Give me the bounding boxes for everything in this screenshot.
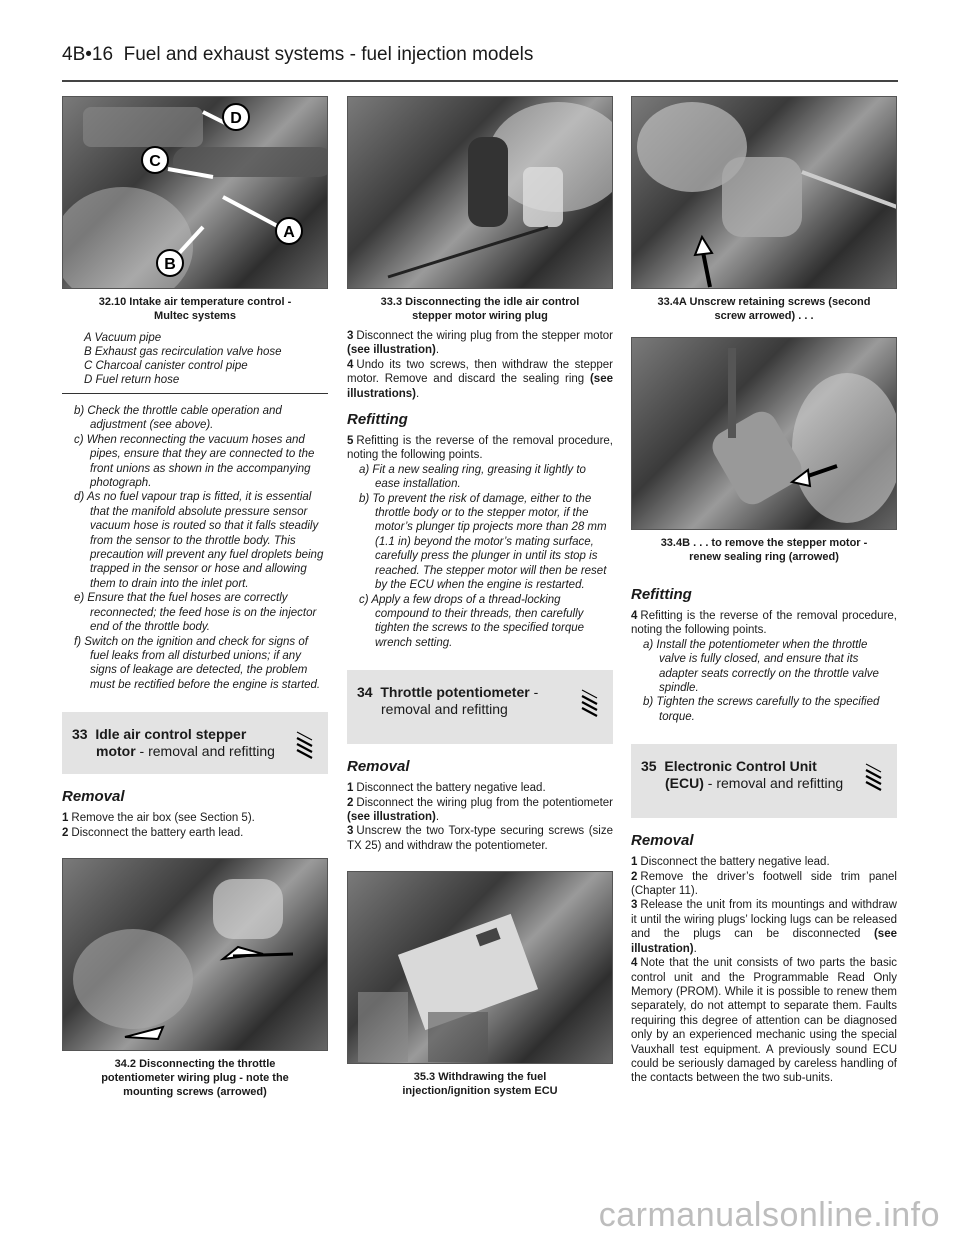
photo-retaining-screws — [631, 96, 897, 289]
page-code: 4B•16 — [62, 44, 114, 65]
section-number: 33 — [72, 726, 88, 743]
column-1 — [62, 96, 328, 1099]
figure-legend — [84, 331, 328, 387]
figure-caption — [62, 1057, 328, 1099]
step-4 — [347, 358, 613, 401]
list-item: a) Fit a new sealing ring, greasing it lightly to ease installation. — [359, 463, 586, 491]
legend-rule — [62, 393, 328, 394]
removal-heading: Removal — [347, 758, 410, 776]
figure-caption — [631, 295, 897, 323]
caption-line: 33.3 Disconnecting the idle air control — [380, 296, 580, 308]
step-text: Note that the unit consists of two parts the basic control unit and the Programmable Read Only Memory (PROM). While it is possible to renew them separately, do not attempt to separate them. Faults requiring this degree of attention can be diagnosed only by an experienced mechanic using the special Vauxhall test equipment. A previously sound ECU could be seriously damaged by careless handling of the contacts between the two sub-units. — [631, 957, 897, 1085]
step-text: Disconnect the battery negative lead. — [356, 782, 546, 795]
step-text: Unscrew the two Torx-type securing screws (size TX 25) and withdraw the potentiometer. — [347, 825, 613, 852]
step-number: 4 — [631, 957, 638, 970]
page-header — [62, 40, 898, 80]
step-1 — [347, 781, 613, 795]
step-text: Disconnect the wiring plug from the potentiometer — [356, 796, 613, 809]
section-number: 34 — [357, 684, 373, 701]
step-1 — [631, 855, 897, 869]
step-list — [62, 811, 328, 840]
step-number: 2 — [62, 826, 69, 839]
caption-line: stepper motor wiring plug — [412, 310, 548, 322]
photo-drawing — [63, 97, 328, 289]
check-list — [62, 404, 328, 692]
step-number: 3 — [347, 330, 354, 342]
section-title: motor — [96, 743, 136, 760]
step-text: Disconnect the battery earth lead. — [71, 826, 244, 839]
column-3 — [631, 96, 897, 1086]
step-number: 3 — [347, 825, 354, 838]
step-text: Undo its two screws, then withdraw the stepper motor. Remove and discard the sealing ring — [347, 358, 613, 386]
step-number: 4 — [347, 358, 354, 371]
label-c — [142, 147, 168, 173]
caption-line: 35.3 Withdrawing the fuel — [413, 1071, 547, 1084]
step-number: 2 — [347, 796, 354, 809]
step-number: 1 — [347, 782, 354, 795]
figure-caption — [62, 295, 328, 323]
step-2 — [631, 870, 897, 899]
section-34-heading — [347, 670, 613, 744]
section-title: Idle air control stepper — [95, 726, 247, 743]
step-text: Remove the driver’s footwell side trim panel (Chapter 11). — [631, 870, 897, 898]
photo-throttle-potentiometer — [62, 858, 328, 1051]
photo-stepper-motor — [631, 337, 897, 530]
list-item: c) When reconnecting the vacuum hoses and pipes, ensure that they are connected to the front unions as shown in the accompanying photograph. — [74, 433, 315, 490]
photo-drawing — [63, 859, 328, 1051]
list-item: b) Tighten the screws carefully to the specified torque. — [643, 696, 880, 723]
illustration-ref: (see illustrations) — [347, 373, 613, 400]
punct: . — [416, 387, 420, 400]
list-item: c) Apply a few drops of a thread-locking compound to their threads, then carefully tighten the screws to the specified torque wrench setting. — [359, 593, 585, 649]
header-text — [62, 44, 533, 66]
illustration-ref: (see illustration) — [347, 344, 436, 357]
step-4b — [631, 956, 897, 1086]
step-3b — [347, 824, 613, 853]
caption-line: 33.4A Unscrew retaining screws (second — [657, 296, 871, 308]
step-2 — [347, 796, 613, 825]
photo-drawing — [348, 872, 613, 1064]
label-d — [223, 104, 249, 130]
svg-text:B: B — [164, 256, 176, 273]
photo-drawing — [632, 338, 897, 530]
caption-line: 34.2 Disconnecting the throttle — [114, 1057, 276, 1070]
refitting-heading: Refitting — [347, 411, 408, 429]
step-5 — [347, 434, 613, 463]
figure-caption — [631, 536, 897, 564]
list-item: e) Ensure that the fuel hoses are correctly reconnected; the feed hose is on the injector end of the throttle body. — [74, 592, 317, 634]
legend-item: B Exhaust gas recirculation valve hose — [84, 346, 282, 358]
step-text: Refitting is the reverse of the removal procedure, noting the following points. — [631, 610, 897, 637]
caption-line: potentiometer wiring plug - note the — [101, 1071, 289, 1084]
section-title: Electronic Control Unit — [664, 758, 817, 775]
section-subtitle: - removal and refitting — [703, 775, 844, 792]
step-number: 1 — [62, 812, 69, 825]
legend-item: C Charcoal canister control pipe — [84, 360, 248, 372]
step-text: Disconnect the battery negative lead. — [640, 856, 830, 869]
step-number: 3 — [631, 899, 638, 912]
punct: . — [435, 810, 440, 823]
section-35-heading — [631, 744, 897, 818]
step-text: Refitting is the reverse of the removal procedure, noting the following points. — [347, 435, 613, 462]
svg-text:D: D — [230, 110, 242, 127]
step-number: 5 — [347, 435, 354, 448]
figure-caption — [347, 295, 613, 323]
svg-text:A: A — [283, 224, 295, 241]
legend-item: D Fuel return hose — [84, 374, 180, 386]
refit-list — [347, 463, 613, 650]
caption-line: renew sealing ring (arrowed) — [689, 551, 839, 563]
difficulty-wrench-icon — [579, 682, 601, 722]
list-item: d) As no fuel vapour trap is fitted, it is essential that the manifold absolute pressure sensor vacuum hose is routed so that it falls steadily from the sensor to the throttle body. This precaution will prevent any fuel droplets being trapped in the sensor or hose and allowing them to drain into the inlet port. — [74, 491, 324, 590]
caption-line: screw arrowed) . . . — [714, 310, 814, 322]
column-2 — [347, 96, 613, 1098]
header-rule — [62, 80, 898, 82]
photo-idle-air-control — [347, 96, 613, 289]
watermark[interactable]: carmanualsonline.info — [598, 1196, 940, 1234]
illustration-ref: (see illustration) — [347, 810, 436, 823]
step-number: 2 — [631, 870, 638, 883]
difficulty-wrench-icon — [863, 756, 885, 796]
step-number: 4 — [631, 610, 638, 622]
section-subtitle: - — [529, 684, 539, 701]
caption-line: injection/ignition system ECU — [402, 1085, 558, 1098]
section-title: (ECU) — [665, 775, 704, 792]
caption-line: Multec systems — [154, 310, 236, 322]
label-a — [276, 218, 302, 244]
caption-line: 33.4B . . . to remove the stepper motor - — [660, 537, 868, 549]
legend-item: A Vacuum pipe — [84, 332, 162, 344]
step-3 — [631, 898, 897, 956]
step-4 — [631, 609, 897, 638]
removal-heading: Removal — [62, 788, 125, 806]
list-item: f) Switch on the ignition and check for signs of fuel leaks from all disturbed unions; if any signs of leakage are detected, the problem must be rectified before the engine is started. — [74, 635, 321, 691]
caption-line: 32.10 Intake air temperature control - — [98, 296, 292, 308]
photo-intake-air-temp — [62, 96, 328, 289]
difficulty-wrench-icon — [294, 724, 316, 764]
photo-drawing — [348, 97, 613, 289]
list-item: b) To prevent the risk of damage, either to the throttle body or to the stepper motor, if the motor’s plunger tip projects more than 28 mm (1.1 in) beyond the motor’s mating surface, carefully press the plunger in until its stop is reached. The stepper motor will then be reset by the ECU when the engine is restarted. — [359, 492, 607, 592]
svg-text:C: C — [149, 153, 161, 170]
section-subtitle: - removal and refitting — [135, 743, 275, 760]
figure-caption — [347, 1070, 613, 1098]
section-33-heading — [62, 712, 328, 774]
label-b — [157, 250, 183, 276]
section-title: Throttle potentiometer — [380, 684, 530, 701]
caption-line: mounting screws (arrowed) — [123, 1085, 267, 1098]
step-text: Remove the air box (see Section 5). — [71, 812, 255, 825]
step-text: Release the unit from its mountings and withdraw it until the wiring plugs’ locking lugs can be released and the plugs can be disconnected — [631, 899, 897, 941]
refitting-heading: Refitting — [631, 586, 692, 603]
step-number: 1 — [631, 856, 638, 869]
list-item: b) Check the throttle cable operation and adjustment (see above). — [74, 405, 282, 432]
page-title: Fuel and exhaust systems - fuel injection models — [123, 44, 534, 65]
list-item: a) Install the potentiometer when the throttle valve is fully closed, and ensure that its adapter seats correctly on the throttle valve spindle. — [643, 638, 879, 695]
section-number: 35 — [641, 758, 657, 775]
removal-heading: Removal — [631, 832, 694, 850]
punct: . — [435, 344, 440, 357]
step-3 — [347, 329, 613, 358]
punct: . — [693, 942, 697, 955]
step-text: Disconnect the wiring plug from the stepper motor — [356, 330, 613, 342]
section-subtitle: removal and refitting — [381, 701, 508, 718]
illustration-ref: (see illustration) — [631, 928, 897, 955]
photo-ecu — [347, 871, 613, 1064]
refit-list — [631, 638, 897, 724]
photo-drawing — [632, 97, 897, 289]
